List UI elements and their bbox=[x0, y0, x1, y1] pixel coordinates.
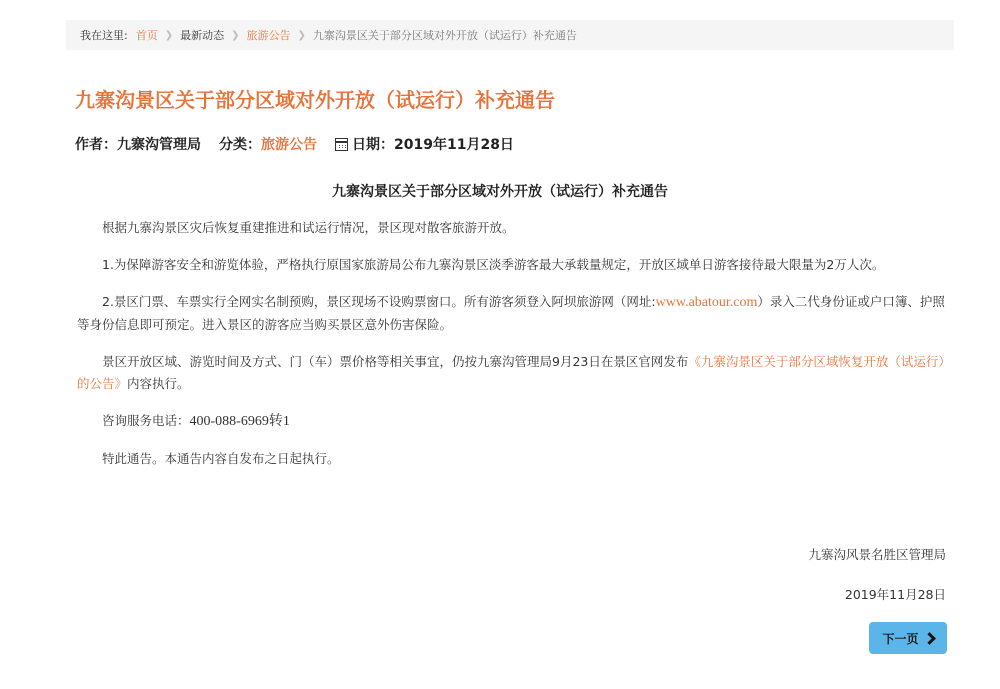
paragraph-3: 2.景区门票、车票实行全网实名制预购，景区现场不设购票窗口。所有游客须登入阿坝旅游网（网址:www.abatour.com）录入二代身份证或户口簿、护照等身份信息即可预定。进入景区的游客应当购买景区意外伤害保险。 bbox=[77, 294, 945, 332]
date-label: 日期： bbox=[352, 137, 394, 153]
chevron-right-icon: ❯ bbox=[164, 29, 174, 41]
breadcrumb-current: 九寨沟景区关于部分区域对外开放（试运行）补充通告 bbox=[312, 29, 577, 42]
author-label: 作者： bbox=[75, 137, 117, 153]
chevron-right-icon: ❯ bbox=[297, 29, 306, 41]
breadcrumb-prefix: 我在这里: bbox=[80, 29, 128, 42]
article-meta bbox=[75, 134, 514, 154]
chevron-right-icon bbox=[923, 632, 936, 645]
announcement-link[interactable]: 《九寨沟景区关于部分区域恢复开放（试运行）的公告》 bbox=[77, 354, 945, 391]
calendar-icon bbox=[335, 138, 348, 151]
chevron-right-icon: ❯ bbox=[231, 29, 240, 41]
breadcrumb-home-link[interactable]: 首页 bbox=[135, 29, 158, 42]
next-page-label: 下一页 bbox=[882, 631, 919, 646]
page-title: 九寨沟景区关于部分区域对外开放（试运行）补充通告 bbox=[75, 88, 555, 112]
category-label: 分类： bbox=[219, 137, 261, 153]
next-page-button[interactable] bbox=[869, 622, 947, 654]
breadcrumb bbox=[66, 20, 954, 50]
article-body bbox=[77, 217, 947, 485]
paragraph-2: 1.为保障游客安全和游览体验，严格执行原国家旅游局公布九寨沟景区淡季游客最大承载量规定，开放区域单日游客接待最大限量为2万人次。 bbox=[102, 257, 885, 272]
paragraph-4: 景区开放区域、游览时间及方式、门（车）票价格等相关事宜，仍按九寨沟管理局9月23日在景区官网发布《九寨沟景区关于部分区域恢复开放（试运行）的公告》内容执行。 bbox=[77, 354, 945, 391]
category-link[interactable]: 旅游公告 bbox=[261, 137, 317, 153]
breadcrumb-news-link[interactable]: 最新动态 bbox=[180, 29, 225, 42]
abatour-link[interactable]: www.abatour.com bbox=[655, 295, 758, 310]
date-value: 2019年11月28日 bbox=[394, 137, 514, 153]
paragraph-5: 咨询服务电话：400-088-6969转1 bbox=[102, 413, 290, 429]
signature-organization: 九寨沟风景名胜区管理局 bbox=[808, 547, 946, 562]
author-value: 九寨沟管理局 bbox=[117, 137, 201, 153]
signature-date: 2019年11月28日 bbox=[844, 587, 946, 602]
article-subheading: 九寨沟景区关于部分区域对外开放（试运行）补充通告 bbox=[332, 184, 668, 200]
service-phone: 400-088-6969转1 bbox=[189, 414, 290, 429]
paragraph-1: 根据九寨沟景区灾后恢复重建推进和试运行情况，景区现对散客旅游开放。 bbox=[102, 220, 515, 235]
breadcrumb-announcement-link[interactable]: 旅游公告 bbox=[246, 29, 291, 42]
paragraph-6: 特此通告。本通告内容自发布之日起执行。 bbox=[102, 451, 340, 466]
